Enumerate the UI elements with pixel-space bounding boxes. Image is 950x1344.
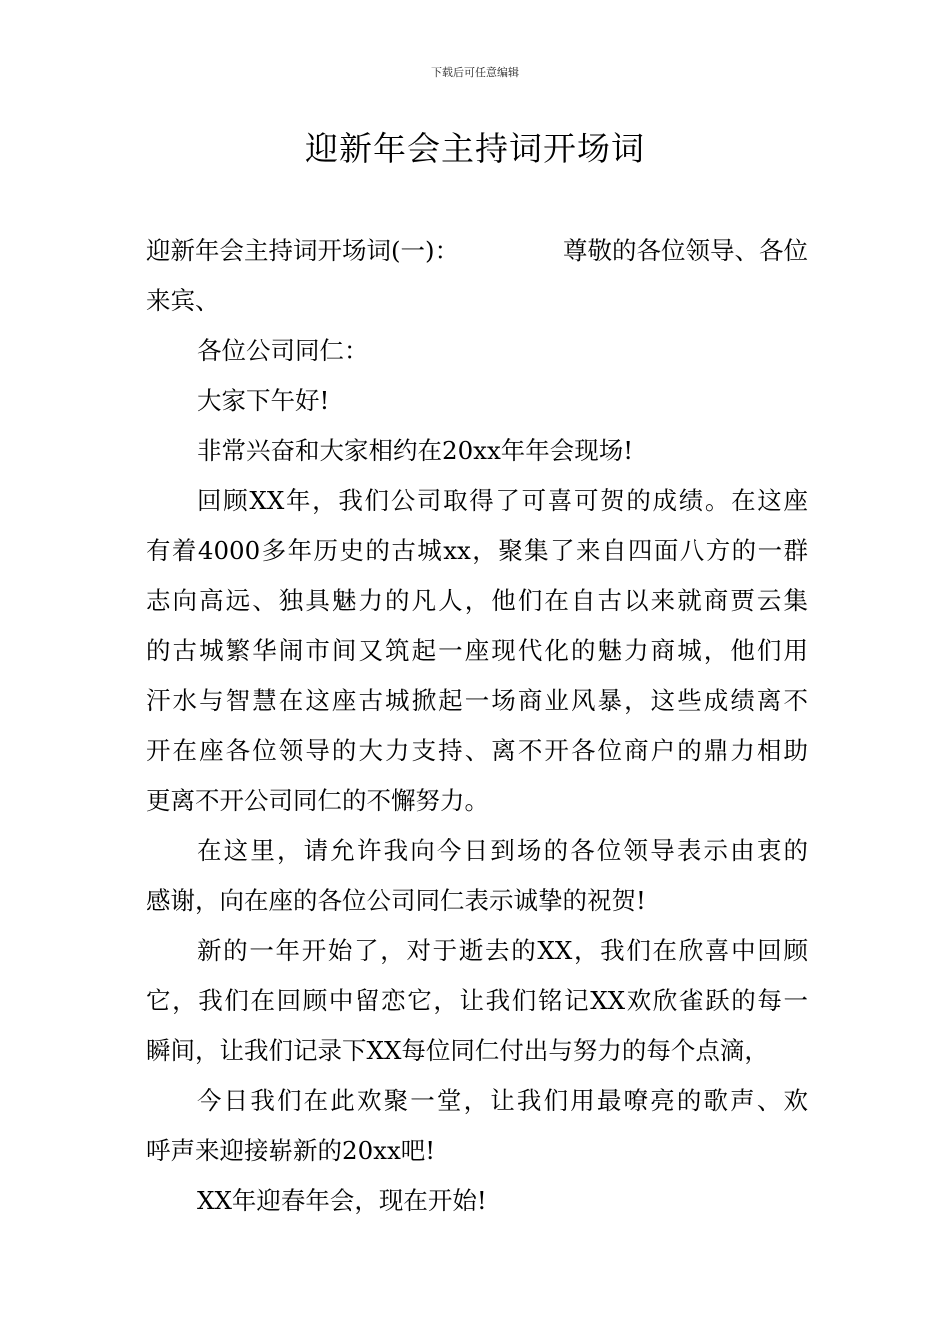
paragraph-line: 今日我们在此欢聚一堂，让我们用最嘹亮的歌声、欢	[197, 1086, 808, 1115]
excited-line: 非常兴奋和大家相约在20xx年年会现场!	[197, 436, 634, 465]
review-paragraph	[146, 476, 808, 826]
opening-salutation: 尊敬的各位领导、各位	[563, 236, 808, 265]
paragraph-line: 汗水与智慧在这座古城掀起一场商业风暴，这些成绩离不	[146, 686, 808, 715]
hello-line: 大家下午好!	[197, 386, 330, 415]
paragraph-line: 瞬间，让我们记录下XX每位同仁付出与努力的每个点滴，	[146, 1036, 769, 1065]
opening-line	[146, 226, 808, 276]
paragraph-line: 它，我们在回顾中留恋它，让我们铭记XX欢欣雀跃的每一	[146, 986, 808, 1015]
paragraph-line: 在这里，请允许我向今日到场的各位领导表示由衷的	[197, 836, 808, 865]
thanks-paragraph	[146, 826, 808, 926]
new-year-paragraph	[146, 926, 808, 1076]
paragraph-line: 有着4000多年历史的古城xx，聚集了来自四面八方的一群	[146, 536, 808, 565]
paragraph-line: 呼声来迎接崭新的20xx吧!	[146, 1136, 436, 1165]
header-note: 下载后可任意编辑	[431, 66, 519, 79]
closing-line: XX年迎春年会，现在开始!	[197, 1186, 487, 1215]
opening-lead: 迎新年会主持词开场词(一)：	[146, 236, 460, 265]
paragraph-line: 的古城繁华闹市间又筑起一座现代化的魅力商城，他们用	[146, 636, 808, 665]
paragraph-line: 感谢，向在座的各位公司同仁表示诚挚的祝贺!	[146, 886, 646, 915]
document-title: 迎新年会主持词开场词	[305, 129, 645, 168]
opening-continuation: 来宾、	[146, 286, 220, 315]
document-body	[146, 226, 808, 1226]
greeting-line: 各位公司同仁：	[197, 336, 369, 365]
paragraph-line: 更离不开公司同仁的不懈努力。	[146, 786, 489, 815]
paragraph-line: 新的一年开始了，对于逝去的XX，我们在欣喜中回顾	[197, 936, 808, 965]
paragraph-line: 开在座各位领导的大力支持、离不开各位商户的鼎力相助	[146, 736, 808, 765]
paragraph-line: 回顾XX年，我们公司取得了可喜可贺的成绩。在这座	[197, 486, 808, 515]
gather-paragraph	[146, 1076, 808, 1176]
paragraph-line: 志向高远、独具魅力的凡人，他们在自古以来就商贾云集	[146, 586, 808, 615]
